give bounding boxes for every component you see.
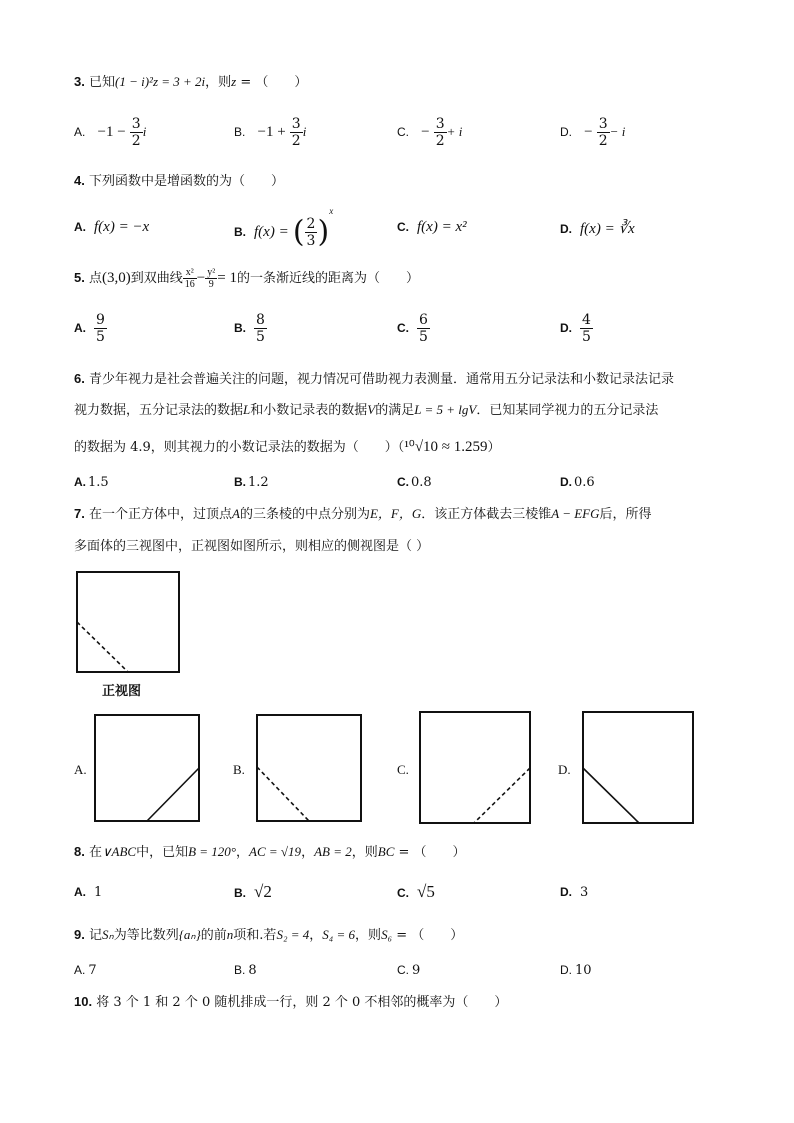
question-text: 项和.若	[233, 928, 277, 943]
question-8	[74, 843, 466, 862]
hidden-edge-line	[77, 622, 128, 672]
square-outline	[420, 712, 530, 823]
solid-edge-line	[583, 768, 639, 823]
option-a-label: A.	[74, 762, 87, 777]
numerator: 6	[419, 312, 428, 328]
numerator: y²	[207, 267, 216, 278]
option-post: i	[302, 124, 307, 139]
option-expression: f(x) =	[254, 224, 289, 240]
hidden-edge-line	[474, 768, 530, 823]
question-text: 和小数记录表的数据	[250, 403, 368, 418]
option-label: C.	[397, 220, 409, 234]
question-text: 的三条棱的中点分别为	[239, 507, 370, 522]
option-value: √2	[254, 882, 272, 901]
equation-rhs: = 1	[217, 270, 237, 286]
point: (3,0)	[102, 270, 131, 286]
option-a	[74, 475, 109, 490]
option-d	[560, 116, 625, 149]
question-number: 10.	[74, 994, 93, 1009]
math-expression: {aₙ}	[178, 927, 201, 942]
option-c	[397, 475, 432, 490]
question-6-line-3	[74, 438, 501, 457]
numerator: 9	[96, 312, 105, 328]
option-b	[234, 312, 267, 345]
denominator: 5	[582, 329, 591, 345]
math-expression: (1 − i)²z = 3 + 2i	[115, 74, 206, 89]
option-b-figure	[256, 714, 364, 824]
math-expression: S₄ = 6	[322, 927, 356, 942]
question-text: ，则	[205, 75, 232, 90]
math-variable: E，F，G	[369, 506, 422, 521]
question-text: 到双曲线	[130, 271, 183, 286]
question-text: ．已知某同学视力的五分记录法	[476, 403, 659, 418]
question-7-line-2	[74, 538, 429, 556]
option-c	[397, 116, 462, 149]
fraction	[205, 267, 217, 290]
option-label: B.	[234, 321, 246, 335]
question-text: = （ ）	[394, 845, 466, 860]
math-expression: Sₙ	[102, 927, 114, 942]
math-variable: BC	[377, 844, 395, 859]
denominator: 16	[184, 279, 195, 290]
option-value: 9	[412, 963, 421, 978]
fraction	[434, 116, 447, 149]
question-text: 视力数据，五分记录法的数据	[74, 403, 244, 418]
denominator: 3	[306, 233, 316, 249]
option-post: − i	[609, 124, 626, 139]
option-c	[397, 219, 467, 236]
math-variable: L	[243, 402, 251, 417]
hidden-edge-line	[257, 767, 309, 821]
question-text: 为等比数列	[113, 928, 179, 943]
option-d	[560, 475, 595, 490]
front-view-label: 正视图	[102, 684, 142, 699]
option-label: D.	[560, 963, 572, 977]
question-text: 中，已知	[136, 845, 189, 860]
question-text: 多面体的三视图中，正视图如图所示，则相应的侧视图是（ ）	[74, 539, 430, 554]
option-d	[560, 219, 635, 238]
option-label: B.	[234, 886, 246, 900]
math-variable: z	[231, 74, 237, 89]
option-label: D.	[560, 125, 572, 139]
front-view-figure	[76, 571, 182, 674]
numerator: 3	[291, 116, 301, 132]
option-value: 0.6	[574, 475, 595, 490]
denominator: 2	[291, 133, 301, 149]
option-b	[234, 963, 257, 978]
math-expression: ∨ABC	[102, 844, 137, 859]
option-value: 1	[94, 885, 103, 900]
option-b	[234, 116, 306, 149]
question-number: 5.	[74, 270, 85, 285]
question-9	[74, 926, 463, 945]
question-text: = （ ）	[236, 75, 308, 90]
question-4	[74, 172, 284, 191]
option-label: A.	[74, 125, 86, 139]
option-a	[74, 312, 107, 345]
operator: −	[196, 270, 206, 286]
numerator: x²	[183, 267, 197, 279]
question-text: ，则	[351, 845, 378, 860]
math-variable: A	[232, 506, 240, 521]
option-label: A.	[74, 963, 86, 977]
question-6-line-1	[74, 370, 674, 389]
numerator: 3	[435, 116, 445, 132]
question-number: 9.	[74, 927, 85, 942]
question-text: 点	[88, 271, 102, 286]
fraction	[290, 116, 303, 149]
fraction	[580, 312, 593, 345]
math-formula: ¹⁰√10 ≈ 1.259	[404, 439, 488, 455]
question-7-line-1	[74, 505, 652, 524]
option-a	[74, 116, 146, 149]
denominator: 2	[598, 133, 608, 149]
option-post: + i	[446, 124, 463, 139]
question-text: 在	[88, 845, 102, 860]
question-text: 青少年视力是社会普遍关注的问题，视力情况可借助视力表测量．通常用五分记录法和小数记录法记录	[88, 372, 674, 387]
option-value: 1.2	[248, 475, 269, 490]
question-number: 4.	[74, 173, 85, 188]
option-expression: f(x) = x²	[417, 219, 467, 235]
option-c-figure	[419, 711, 533, 825]
exponent: x	[329, 206, 334, 216]
denominator: 5	[96, 329, 105, 345]
math-expression: S₂ = 4	[276, 927, 310, 942]
square-outline	[257, 715, 361, 821]
option-label: C.	[397, 125, 409, 139]
denominator: 9	[208, 279, 214, 290]
denominator: 2	[435, 133, 445, 149]
option-d-figure	[582, 711, 696, 825]
math-formula: L = 5 + lgV	[414, 402, 477, 417]
option-c-label: C.	[397, 762, 409, 777]
fraction	[254, 312, 267, 345]
numerator: 2	[306, 216, 316, 232]
option-label: D.	[560, 222, 572, 236]
solid-edge-line	[147, 768, 199, 821]
option-value: 0.8	[411, 475, 432, 490]
question-text: 记	[88, 928, 102, 943]
option-label: C.	[397, 886, 409, 900]
option-expression: f(x) = ∛x	[580, 221, 635, 237]
option-label: A.	[74, 220, 86, 234]
question-number: 6.	[74, 371, 85, 386]
option-expression: f(x) = −x	[94, 219, 150, 235]
denominator: 5	[419, 329, 428, 345]
option-a	[74, 963, 97, 978]
question-text: ．该正方体截去三棱锥	[421, 507, 552, 522]
square-outline	[77, 572, 179, 672]
fraction	[597, 116, 610, 149]
option-c	[397, 312, 430, 345]
numerator: 3	[131, 116, 141, 132]
option-pre: −	[584, 124, 593, 140]
numerator: 3	[598, 116, 608, 132]
option-c	[397, 963, 420, 978]
option-value: √5	[417, 882, 435, 901]
math-variable: n	[226, 927, 234, 942]
math-expression: AB = 2	[314, 844, 352, 859]
question-text: 将 3 个 1 和 2 个 0 随机排成一行，则 2 个 0 不相邻的概率为（ ）	[96, 995, 508, 1010]
option-b	[234, 206, 333, 249]
question-number: 3.	[74, 74, 85, 89]
separator: ，	[301, 845, 315, 860]
option-a-figure	[94, 714, 202, 824]
option-value: 1.5	[88, 475, 109, 490]
question-text: 的前	[200, 928, 227, 943]
option-d	[560, 312, 593, 345]
question-5	[74, 265, 419, 292]
numerator: 8	[256, 312, 265, 328]
option-d-label: D.	[558, 762, 571, 777]
fraction	[94, 312, 107, 345]
option-label: D.	[560, 321, 572, 335]
option-value: 8	[248, 963, 257, 978]
option-label: B.	[234, 963, 246, 977]
question-text: 在一个正方体中，过顶点	[88, 507, 232, 522]
option-b	[234, 475, 269, 490]
option-label: D.	[560, 475, 572, 489]
option-b-label: B.	[233, 762, 245, 777]
option-post: i	[142, 124, 147, 139]
option-label: B.	[234, 125, 246, 139]
fraction	[130, 116, 143, 149]
option-d	[560, 963, 592, 978]
option-value: 10	[575, 963, 592, 978]
separator: ，	[236, 845, 250, 860]
option-label: C.	[397, 321, 409, 335]
separator: ，	[309, 928, 323, 943]
option-c	[397, 882, 435, 902]
option-value: 3	[580, 885, 589, 900]
question-text: 的满足	[375, 403, 415, 418]
option-d	[560, 885, 588, 900]
fraction	[305, 216, 318, 249]
option-label: A.	[74, 475, 86, 489]
math-expression: S₆	[381, 927, 393, 942]
option-b	[234, 882, 272, 902]
square-outline	[95, 715, 199, 821]
denominator: 5	[256, 329, 265, 345]
question-text: ，则	[355, 928, 382, 943]
left-paren: (	[292, 214, 305, 250]
question-3	[74, 73, 307, 92]
option-a	[74, 885, 102, 900]
fraction	[417, 312, 430, 345]
math-expression: AC = √19	[249, 844, 302, 859]
math-expression: B = 120°	[188, 844, 237, 859]
option-pre: −1 −	[97, 124, 126, 140]
question-number: 8.	[74, 844, 85, 859]
math-expression: A − EFG	[551, 506, 600, 521]
question-text: = （ ）	[392, 928, 464, 943]
question-text: ）	[487, 440, 501, 455]
denominator: 2	[131, 133, 141, 149]
option-pre: −1 +	[257, 124, 286, 140]
question-10	[74, 993, 507, 1012]
question-text: 的一条渐近线的距离为（ ）	[236, 271, 419, 286]
numerator: 4	[582, 312, 591, 328]
question-6-line-2	[74, 401, 658, 420]
square-outline	[583, 712, 693, 823]
math-variable: V	[367, 402, 376, 417]
option-label: B.	[234, 475, 246, 489]
option-label: A.	[74, 885, 86, 899]
question-text: 下列函数中是增函数的为（ ）	[88, 174, 284, 189]
question-text: 后，所得	[599, 507, 652, 522]
right-paren: )	[317, 214, 330, 250]
option-value: 7	[88, 963, 97, 978]
option-a	[74, 219, 149, 236]
question-text: 已知	[88, 75, 115, 90]
option-label: C.	[397, 963, 409, 977]
question-text: 的数据为 4.9，则其视力的小数记录法的数据为（ ）（	[74, 440, 405, 455]
option-pre: −	[421, 124, 430, 140]
question-number: 7.	[74, 506, 85, 521]
fraction	[183, 267, 197, 290]
option-label: D.	[560, 885, 572, 899]
option-label: C.	[397, 475, 409, 489]
option-label: A.	[74, 321, 86, 335]
option-label: B.	[234, 225, 246, 239]
